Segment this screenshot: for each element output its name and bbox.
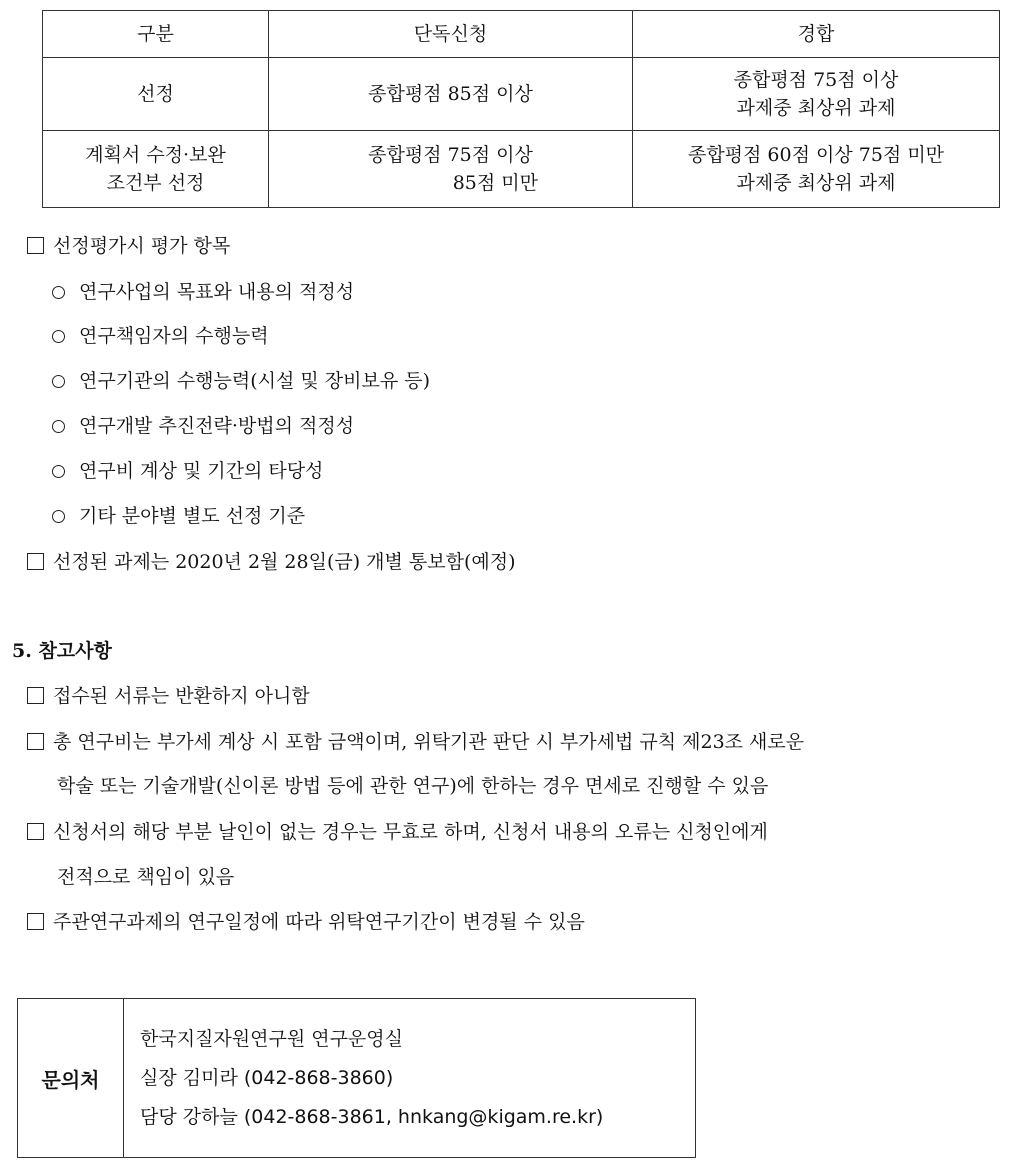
table-header-row xyxy=(43,11,1000,58)
cell-line: 종합평점 75점 이상 xyxy=(733,69,899,91)
list-item-text: 연구기관의 수행능력(시설 및 장비보유 등) xyxy=(79,370,431,392)
row-category-cell xyxy=(43,131,269,208)
selection-criteria-table xyxy=(42,10,1000,208)
list-item xyxy=(52,412,354,440)
evaluation-heading-text: 선정평가시 평가 항목 xyxy=(53,235,231,257)
checkbox-square-icon xyxy=(27,687,44,704)
circle-bullet-icon xyxy=(52,375,65,388)
list-item xyxy=(52,457,323,485)
note-item xyxy=(27,682,310,710)
contact-info xyxy=(124,999,696,1158)
evaluation-heading xyxy=(27,232,230,260)
circle-bullet-icon xyxy=(52,465,65,478)
checkbox-square-icon xyxy=(27,733,44,750)
checkbox-square-icon xyxy=(27,913,44,930)
note-text: 주관연구과제의 연구일정에 따라 위탁연구기간이 변경될 수 있음 xyxy=(53,911,585,933)
header-competitive: 경합 xyxy=(633,11,1000,58)
circle-bullet-icon xyxy=(52,330,65,343)
contact-label: 문의처 xyxy=(18,999,124,1158)
cell-line: 종합평점 85점 이상 xyxy=(368,83,533,105)
row-single-cell xyxy=(269,58,633,131)
note-item xyxy=(27,728,804,756)
header-single: 단독신청 xyxy=(269,11,633,58)
cell-line: 계획서 수정·보완 xyxy=(85,144,226,166)
cell-line: 종합평점 60점 이상 75점 미만 xyxy=(687,144,945,166)
note-text: 총 연구비는 부가세 계상 시 포함 금액이며, 위탁기관 판단 시 부가세법 규칙 제23조 새로운 xyxy=(53,731,805,753)
note-item xyxy=(27,908,585,936)
note-continuation: 학술 또는 기술개발(신이론 방법 등에 관한 연구)에 한하는 경우 면세로 진행할 수 있음 xyxy=(57,775,769,797)
selection-notice-text: 선정된 과제는 2020년 2월 28일(금) 개별 통보함(예정) xyxy=(53,551,516,573)
contact-line: 한국지질자원연구원 연구운영실 xyxy=(140,1027,403,1050)
note-continuation: 전적으로 책임이 있음 xyxy=(57,866,235,888)
selection-notice xyxy=(27,548,516,576)
row-competitive-cell xyxy=(633,58,1000,131)
list-item xyxy=(52,278,354,306)
checkbox-square-icon xyxy=(27,553,44,570)
checkbox-square-icon xyxy=(27,823,44,840)
circle-bullet-icon xyxy=(52,510,65,523)
contact-box xyxy=(17,998,696,1158)
cell-line: 85점 미만 xyxy=(452,172,538,194)
list-item-text: 연구개발 추진전략·방법의 적정성 xyxy=(79,415,355,437)
list-item xyxy=(52,322,269,350)
cell-line: 과제중 최상위 과제 xyxy=(736,97,896,119)
table-row xyxy=(43,131,1000,208)
header-category: 구분 xyxy=(43,11,269,58)
note-text: 접수된 서류는 반환하지 아니함 xyxy=(53,685,310,707)
list-item xyxy=(52,367,430,395)
cell-line: 과제중 최상위 과제 xyxy=(736,172,896,194)
table-row xyxy=(43,58,1000,131)
cell-line: 조건부 선정 xyxy=(106,172,205,194)
contact-line: 담당 강하늘 (042-868-3861, hnkang@kigam.re.kr) xyxy=(140,1105,604,1128)
row-single-cell xyxy=(269,131,633,208)
list-item-text: 기타 분야별 별도 선정 기준 xyxy=(79,505,306,527)
note-text: 신청서의 해당 부분 날인이 없는 경우는 무효로 하며, 신청서 내용의 오류는 신청인에게 xyxy=(53,821,768,843)
circle-bullet-icon xyxy=(52,420,65,433)
contact-line: 실장 김미라 (042-868-3860) xyxy=(140,1066,394,1089)
contact-row xyxy=(18,999,696,1158)
circle-bullet-icon xyxy=(52,286,65,299)
row-competitive-cell xyxy=(633,131,1000,208)
checkbox-square-icon xyxy=(27,237,44,254)
note-item xyxy=(27,818,768,846)
cell-line: 종합평점 75점 이상 xyxy=(368,144,533,166)
list-item xyxy=(52,502,305,530)
row-category-cell xyxy=(43,58,269,131)
list-item-text: 연구사업의 목표와 내용의 적정성 xyxy=(79,281,355,303)
cell-line: 선정 xyxy=(137,83,174,105)
section-title: 5. 참고사항 xyxy=(12,640,112,662)
list-item-text: 연구비 계상 및 기간의 타당성 xyxy=(79,460,324,482)
list-item-text: 연구책임자의 수행능력 xyxy=(79,325,269,347)
